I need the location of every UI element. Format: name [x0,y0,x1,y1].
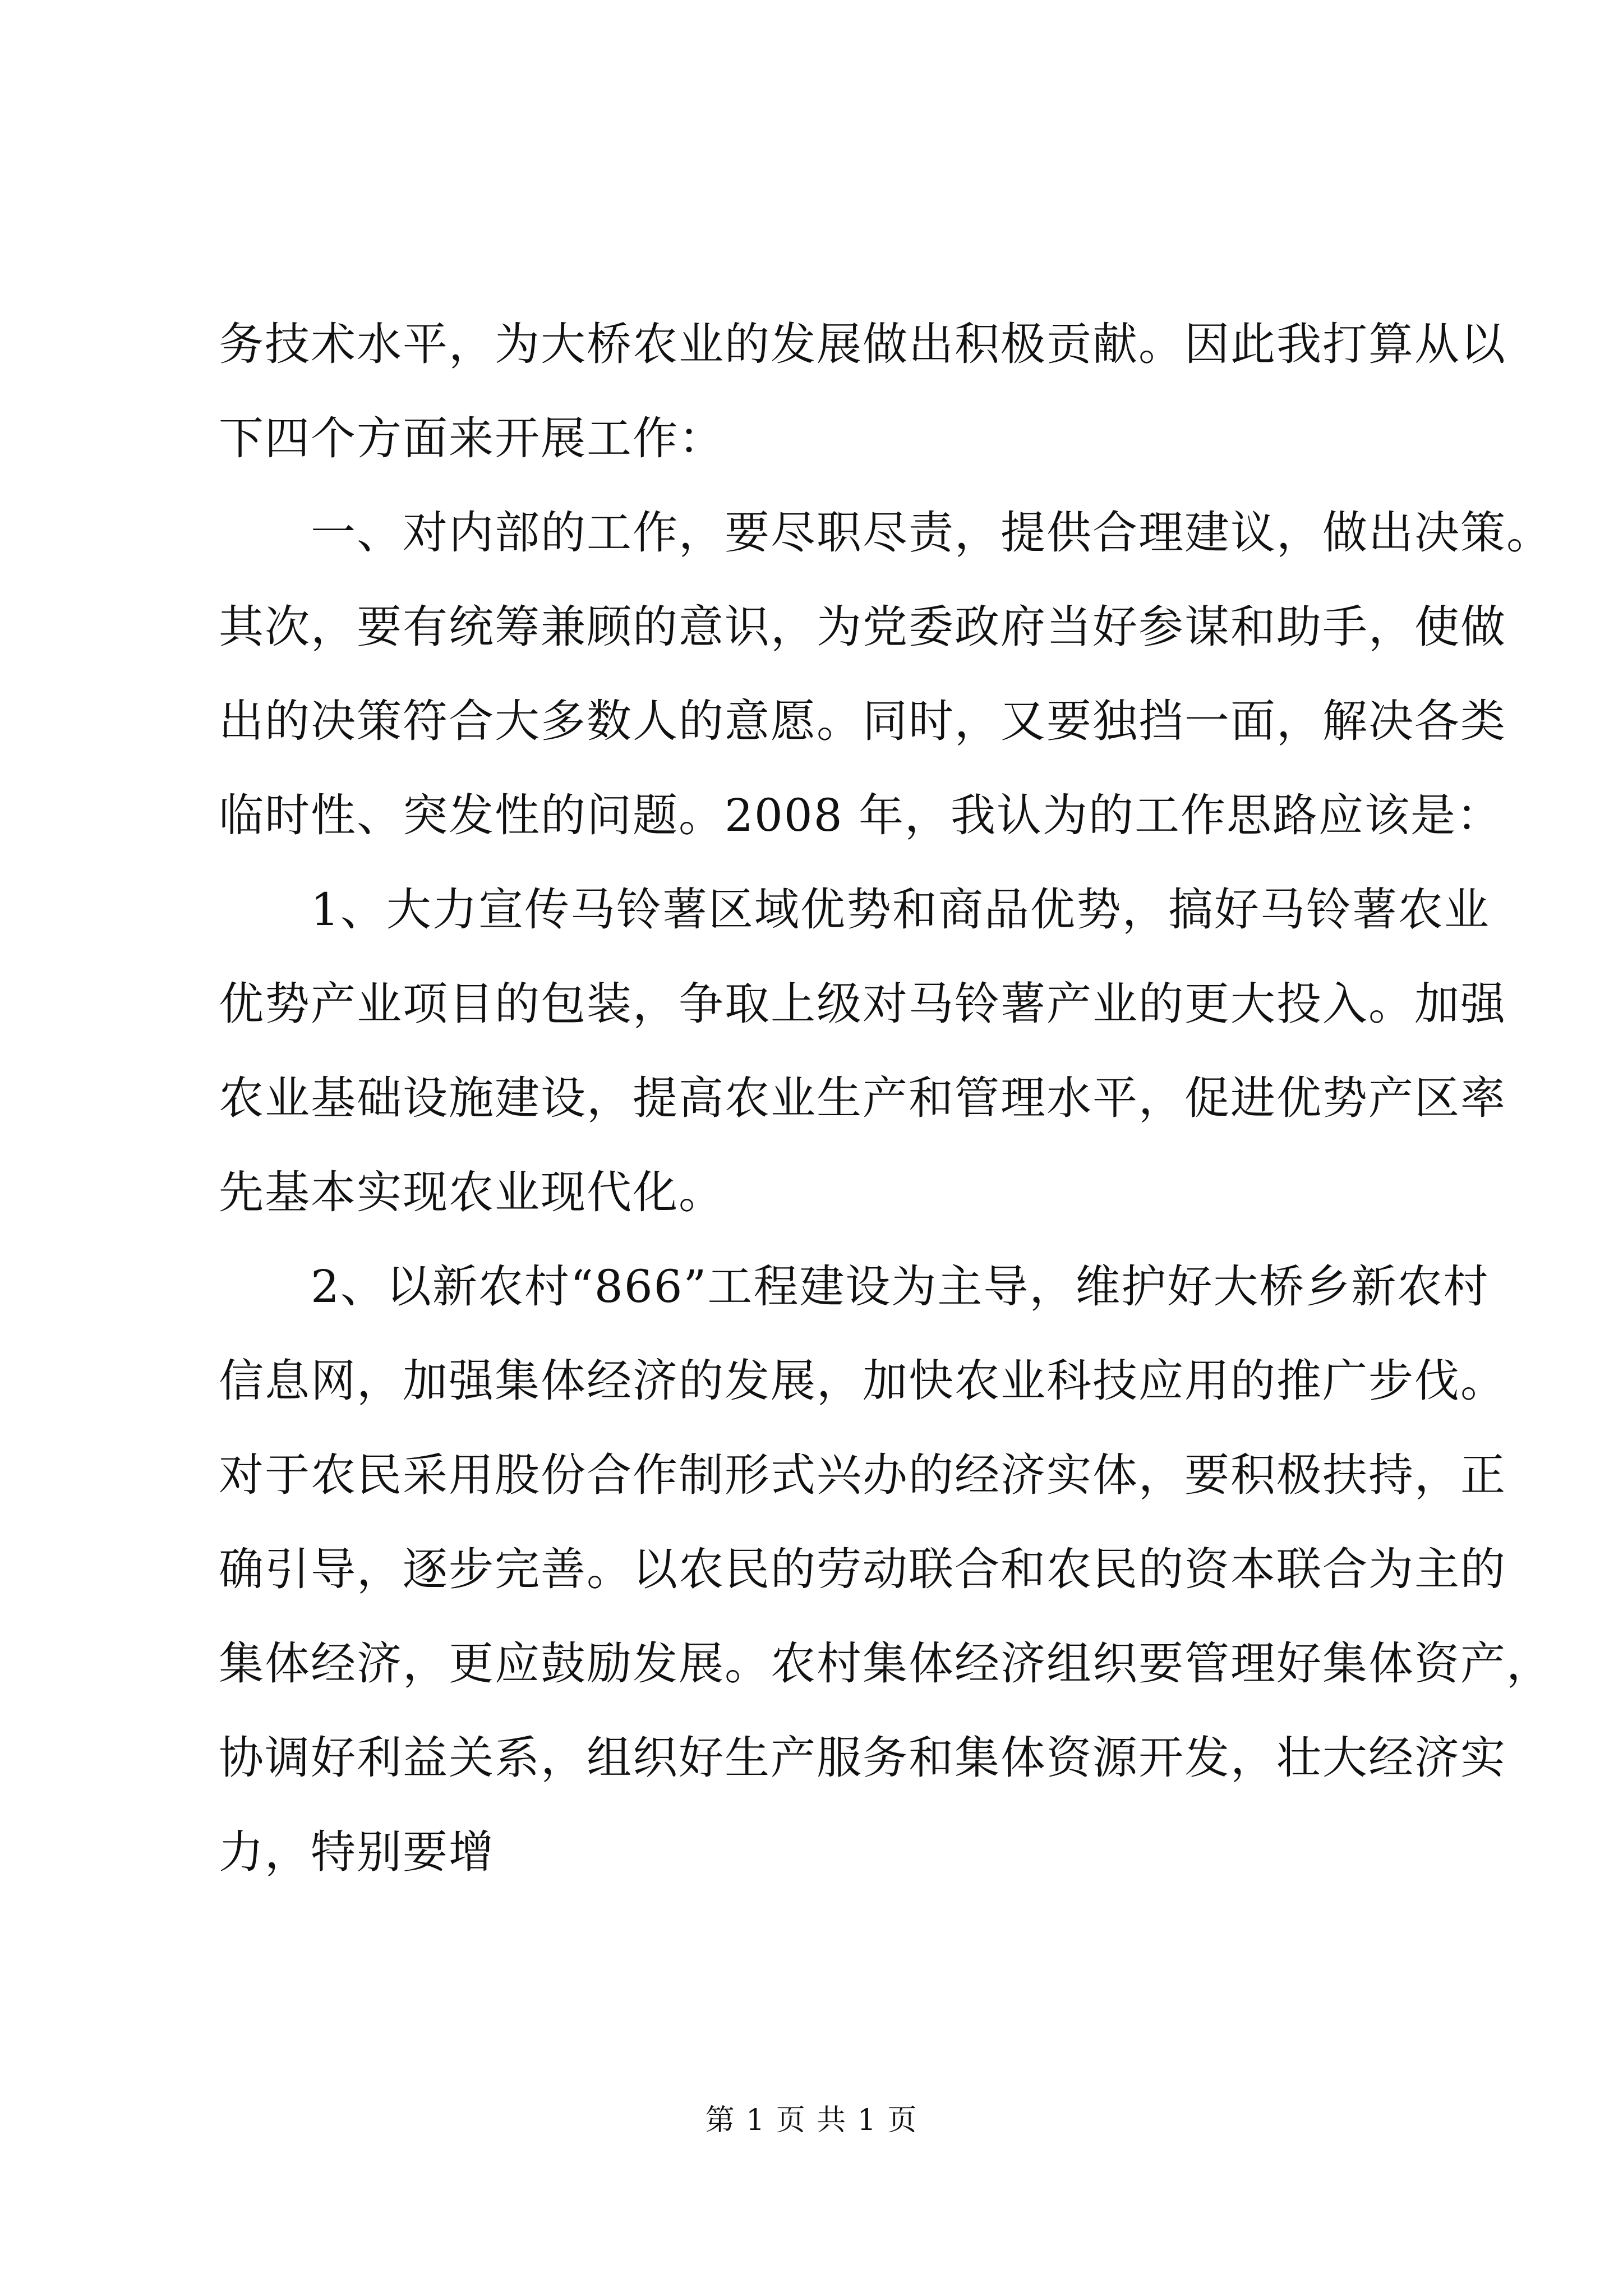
text-line: 一、对内部的工作，要尽职尽责，提供合理建议，做出决策。 [219,507,1552,559]
text-line: 其次，要有统筹兼顾的意识，为党委政府当好参谋和助手，使做 [219,601,1506,653]
text-line: 农业基础设施建设，提高农业生产和管理水平，促进优势产区率 [219,1072,1506,1124]
text-line: 2、以新农村“866”工程建设为主导，维护好大桥乡新农村 [219,1260,1490,1313]
text-line: 临时性、突发性的问题。2008 年，我认为的工作思路应该是： [219,789,1503,841]
text-line: 务技术水平，为大桥农业的发展做出积极贡献。因此我打算从以 [219,318,1506,370]
text-line: 信息网，加强集体经济的发展，加快农业科技应用的推广步伐。 [219,1355,1506,1407]
text-line: 确引导，逐步完善。以农民的劳动联合和农民的资本联合为主的 [219,1543,1506,1595]
document-body [219,297,1552,1899]
text-line: 下四个方面来开展工作： [219,412,725,464]
text-line: 优势产业项目的包装，争取上级对马铃薯产业的更大投入。加强 [219,978,1506,1030]
text-line: 协调好利益关系，组织好生产服务和集体资源开发，壮大经济实 [219,1732,1506,1784]
page-number-label: 第 1 页 共 1 页 [705,2104,918,2137]
page-footer [0,2101,1623,2140]
text-line: 1、大力宣传马铃薯区域优势和商品优势，搞好马铃薯农业 [219,884,1490,936]
text-line: 出的决策符合大多数人的意愿。同时，又要独挡一面，解决各类 [219,695,1506,747]
text-line: 力，特别要增 [219,1826,495,1878]
text-line: 对于农民采用股份合作制形式兴办的经济实体，要积极扶持，正 [219,1449,1506,1501]
text-line: 先基本实现农业现代化。 [219,1166,725,1218]
text-line: 集体经济，更应鼓励发展。农村集体经济组织要管理好集体资产， [219,1637,1552,1690]
